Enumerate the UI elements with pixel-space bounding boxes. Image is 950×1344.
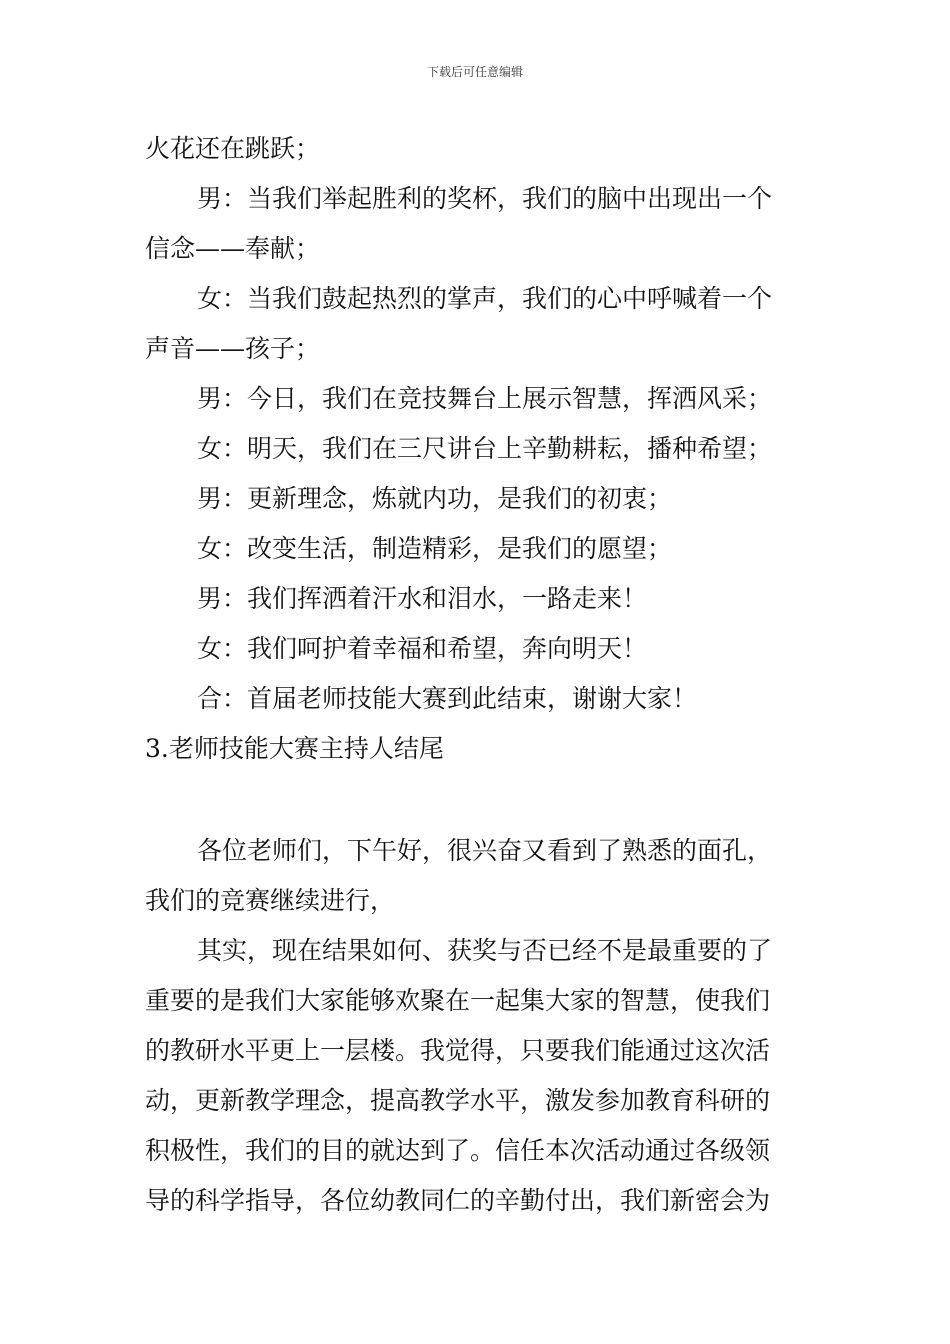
text-line: 积极性，我们的目的就达到了。信任本次活动通过各级领 xyxy=(145,1136,771,1165)
text-line: 男：我们挥洒着汗水和泪水，一路走来！ xyxy=(197,584,648,613)
text-line: 动，更新教学理念，提高教学水平，激发参加教育科研的 xyxy=(145,1086,771,1115)
page-header: 下载后可任意编辑 xyxy=(426,65,523,79)
text-line: 的教研水平更上一层楼。我觉得，只要我们能通过这次活 xyxy=(145,1036,771,1065)
blank-line xyxy=(145,774,815,826)
text-line: 各位老师们，下午好，很兴奋又看到了熟悉的面孔， xyxy=(197,836,773,865)
document-body xyxy=(145,124,815,1226)
text-line: 女：改变生活，制造精彩，是我们的愿望； xyxy=(197,534,673,563)
text-line: 重要的是我们大家能够欢聚在一起集大家的智慧，使我们 xyxy=(145,986,771,1015)
text-line: 女：明天，我们在三尺讲台上辛勤耕耘，播种希望； xyxy=(197,434,773,463)
text-line: 男：今日，我们在竞技舞台上展示智慧，挥洒风采； xyxy=(197,384,773,413)
text-line: 女：我们呵护着幸福和希望，奔向明天！ xyxy=(197,634,648,663)
text-line: 火花还在跳跃； xyxy=(145,134,321,163)
text-line: 导的科学指导，各位幼教同仁的辛勤付出，我们新密会为 xyxy=(145,1186,771,1215)
section-heading: 3.老师技能大赛主持人结尾 xyxy=(145,734,444,763)
text-line: 信念——奉献； xyxy=(145,234,321,263)
text-line: 我们的竞赛继续进行， xyxy=(145,886,396,915)
text-line: 其实，现在结果如何、获奖与否已经不是最重要的了 xyxy=(197,936,773,965)
text-line: 合：首届老师技能大赛到此结束，谢谢大家！ xyxy=(197,684,698,713)
text-line: 声音——孩子； xyxy=(145,334,321,363)
text-line: 女：当我们鼓起热烈的掌声，我们的心中呼喊着一个 xyxy=(197,284,773,313)
text-line: 男：当我们举起胜利的奖杯，我们的脑中出现出一个 xyxy=(197,184,773,213)
text-line: 男：更新理念，炼就内功，是我们的初衷； xyxy=(197,484,673,513)
